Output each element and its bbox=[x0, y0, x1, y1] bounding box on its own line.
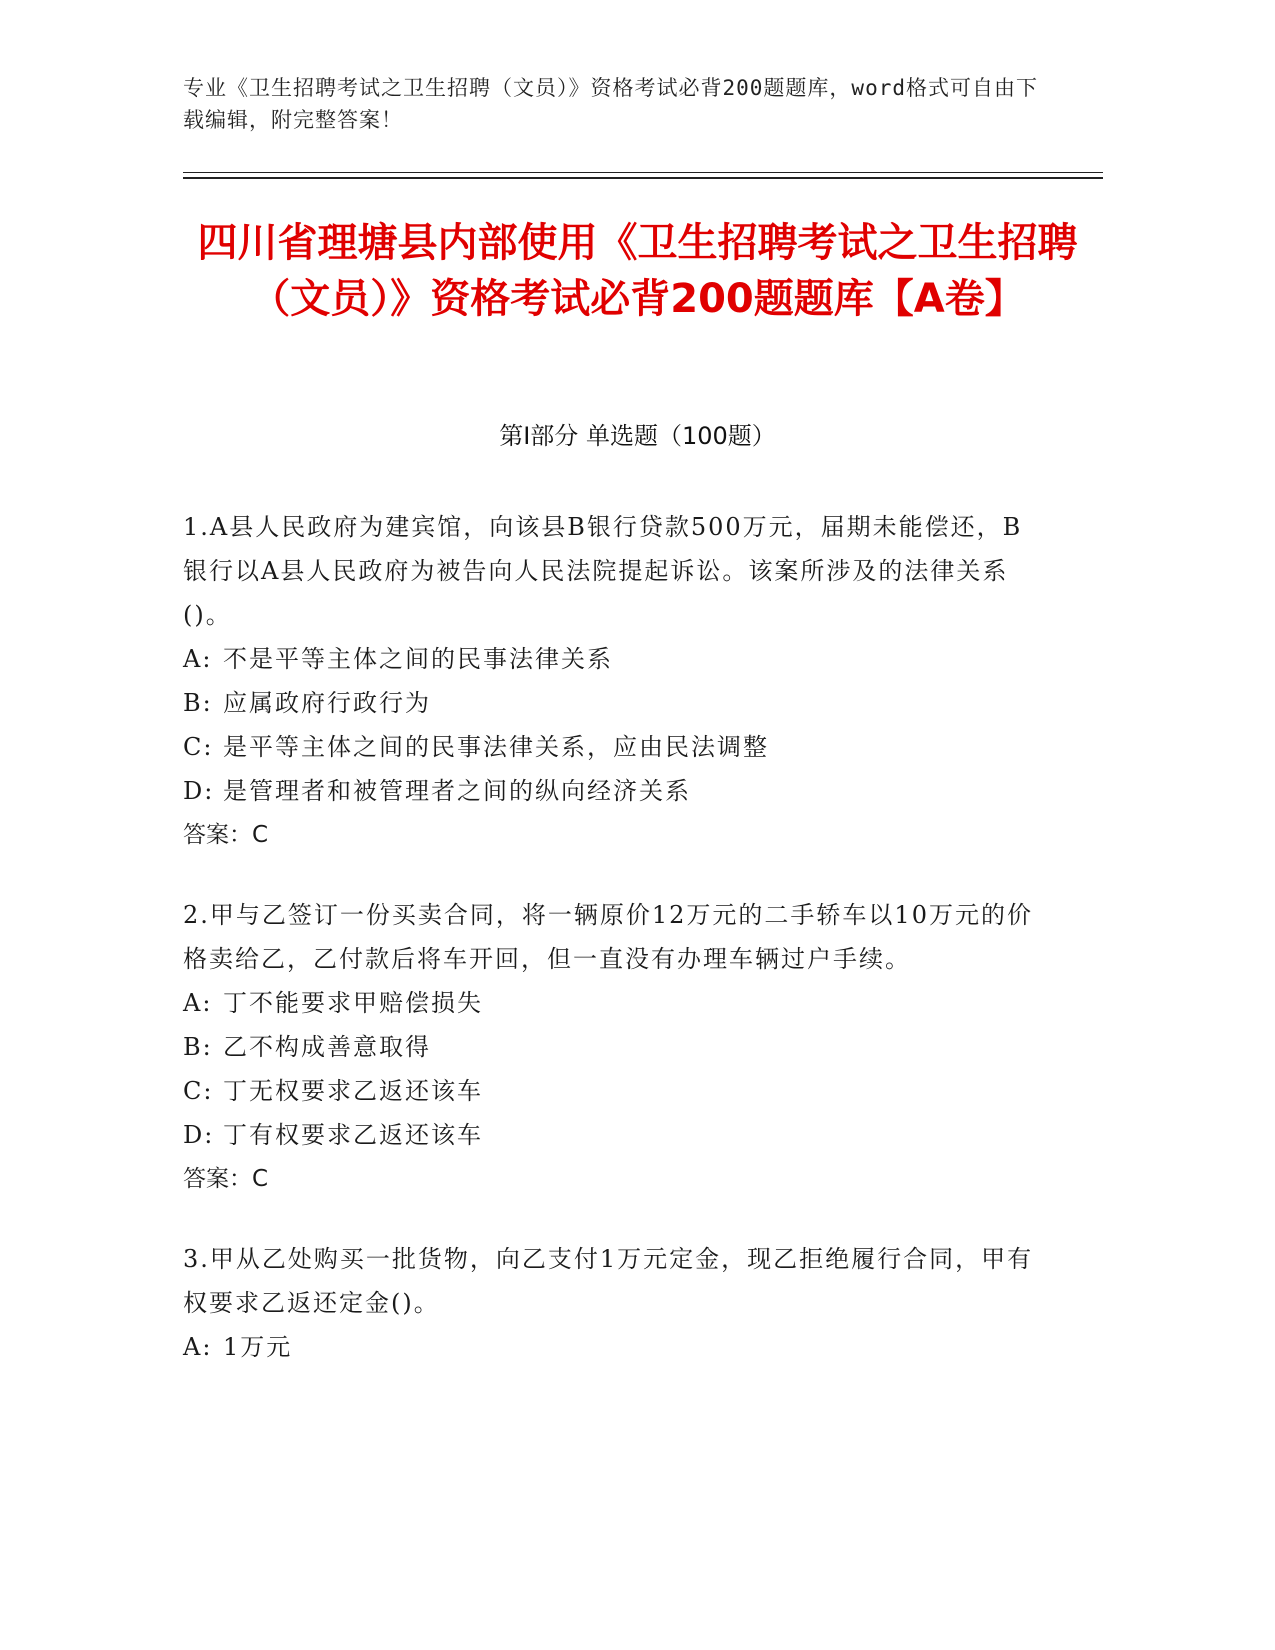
option-text: 丁不能要求甲赔偿损失 bbox=[223, 989, 483, 1017]
option-text: 丁有权要求乙返还该车 bbox=[223, 1121, 483, 1149]
question-1 bbox=[183, 505, 1043, 857]
option-letter: A: bbox=[183, 989, 213, 1017]
option-text: 是管理者和被管理者之间的纵向经济关系 bbox=[223, 777, 691, 805]
option-a bbox=[183, 1325, 1043, 1369]
option-letter: B: bbox=[183, 689, 213, 717]
header-note: 专业《卫生招聘考试之卫生招聘（文员）》资格考试必背200题题库，word格式可自由下载编辑，附完整答案！ bbox=[183, 76, 1038, 132]
option-a bbox=[183, 981, 1043, 1025]
question-3 bbox=[183, 1237, 1043, 1369]
option-c bbox=[183, 725, 1043, 769]
answer: 答案：C bbox=[183, 1166, 269, 1192]
option-text: 丁无权要求乙返还该车 bbox=[223, 1077, 483, 1105]
question-stem: 1.A县人民政府为建宾馆，向该县B银行贷款500万元，届期未能偿还，B银行以A县人民政府为被告向人民法院提起诉讼。该案所涉及的法律关系()。 bbox=[183, 513, 1023, 629]
option-letter: C: bbox=[183, 1077, 214, 1105]
option-a bbox=[183, 637, 1043, 681]
question-stem: 3.甲从乙处购买一批货物，向乙支付1万元定金，现乙拒绝履行合同，甲有权要求乙返还定金()。 bbox=[183, 1245, 1034, 1317]
header-divider-thick bbox=[183, 177, 1103, 179]
option-letter: A: bbox=[183, 645, 213, 673]
question-2 bbox=[183, 893, 1043, 1201]
document-title: 四川省理塘县内部使用《卫生招聘考试之卫生招聘（文员）》资格考试必背200题题库【A卷】 bbox=[197, 220, 1078, 322]
option-letter: A: bbox=[183, 1333, 213, 1361]
option-text: 应属政府行政行为 bbox=[223, 689, 431, 717]
option-letter: D: bbox=[183, 1121, 215, 1149]
section-title: 第I部分 单选题（100题） bbox=[499, 422, 776, 450]
option-text: 不是平等主体之间的民事法律关系 bbox=[223, 645, 613, 673]
option-text: 1万元 bbox=[223, 1333, 293, 1361]
option-letter: D: bbox=[183, 777, 215, 805]
option-c bbox=[183, 1069, 1043, 1113]
option-b bbox=[183, 1025, 1043, 1069]
option-d bbox=[183, 769, 1043, 813]
answer: 答案：C bbox=[183, 822, 269, 848]
question-list bbox=[183, 505, 1043, 1405]
option-text: 乙不构成善意取得 bbox=[223, 1033, 431, 1061]
option-letter: C: bbox=[183, 733, 214, 761]
option-letter: B: bbox=[183, 1033, 213, 1061]
option-b bbox=[183, 681, 1043, 725]
question-stem: 2.甲与乙签订一份买卖合同，将一辆原价12万元的二手轿车以10万元的价格卖给乙，乙付款后将车开回，但一直没有办理车辆过户手续。 bbox=[183, 901, 1033, 973]
option-d bbox=[183, 1113, 1043, 1157]
option-text: 是平等主体之间的民事法律关系，应由民法调整 bbox=[223, 733, 769, 761]
header-divider-thin bbox=[183, 172, 1103, 173]
